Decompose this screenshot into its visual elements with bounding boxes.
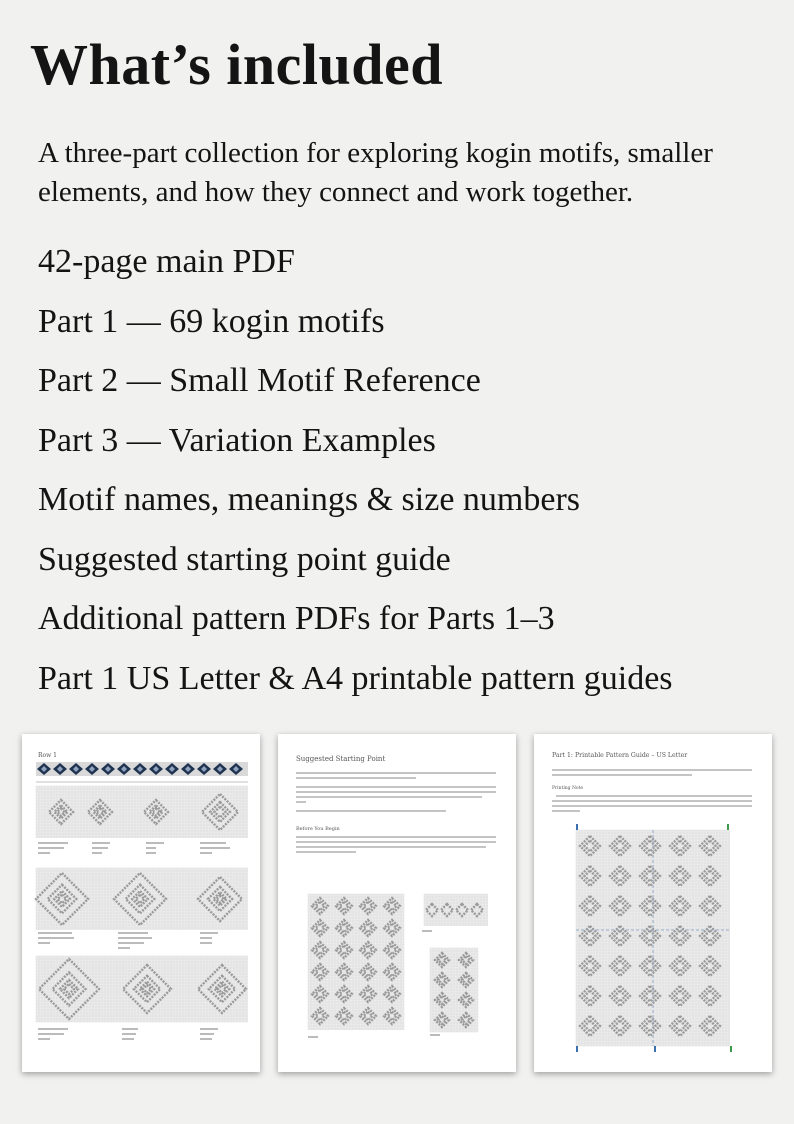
preview-subheading: Before You Begin (296, 826, 340, 832)
list-item: Suggested starting point guide (38, 540, 451, 578)
body-text-lines-2 (296, 836, 496, 853)
preview-page-printable-guide (534, 734, 772, 1072)
list-item: Part 2 — Small Motif Reference (38, 362, 481, 399)
sample-pattern-blocks (308, 894, 488, 1032)
motif-grid-blocks (36, 786, 248, 1022)
preview-subheading: Printing Note (552, 786, 584, 791)
motif-page-illustration (22, 734, 260, 1072)
body-text-lines-2 (552, 795, 752, 812)
preview-heading: Row 1 (38, 752, 57, 759)
body-text-lines (296, 772, 496, 812)
page-title: What’s included (30, 32, 444, 97)
list-item: Part 1 — 69 kogin motifs (38, 302, 385, 340)
included-items-list (38, 232, 673, 708)
list-item: Part 1 US Letter & A4 printable pattern guides (38, 659, 673, 697)
intro-text: A three-part collection for exploring kogin motifs, smaller elements, and how they connect and work together. (38, 137, 713, 208)
list-item: Additional pattern PDFs for Parts 1–3 (38, 600, 555, 637)
starting-point-illustration (278, 734, 516, 1072)
preview-page-starting-point (278, 734, 516, 1072)
preview-heading: Part 1: Printable Pattern Guide – US Letter (552, 752, 688, 759)
preview-heading: Suggested Starting Point (296, 755, 386, 763)
list-item: Part 3 — Variation Examples (38, 421, 436, 459)
list-item: Motif names, meanings & size numbers (38, 481, 581, 518)
printable-guide-illustration (534, 734, 772, 1072)
list-item: 42-page main PDF (38, 243, 295, 280)
printable-grid (576, 830, 730, 1046)
body-text-lines (552, 769, 752, 776)
preview-page-motifs (22, 734, 260, 1072)
